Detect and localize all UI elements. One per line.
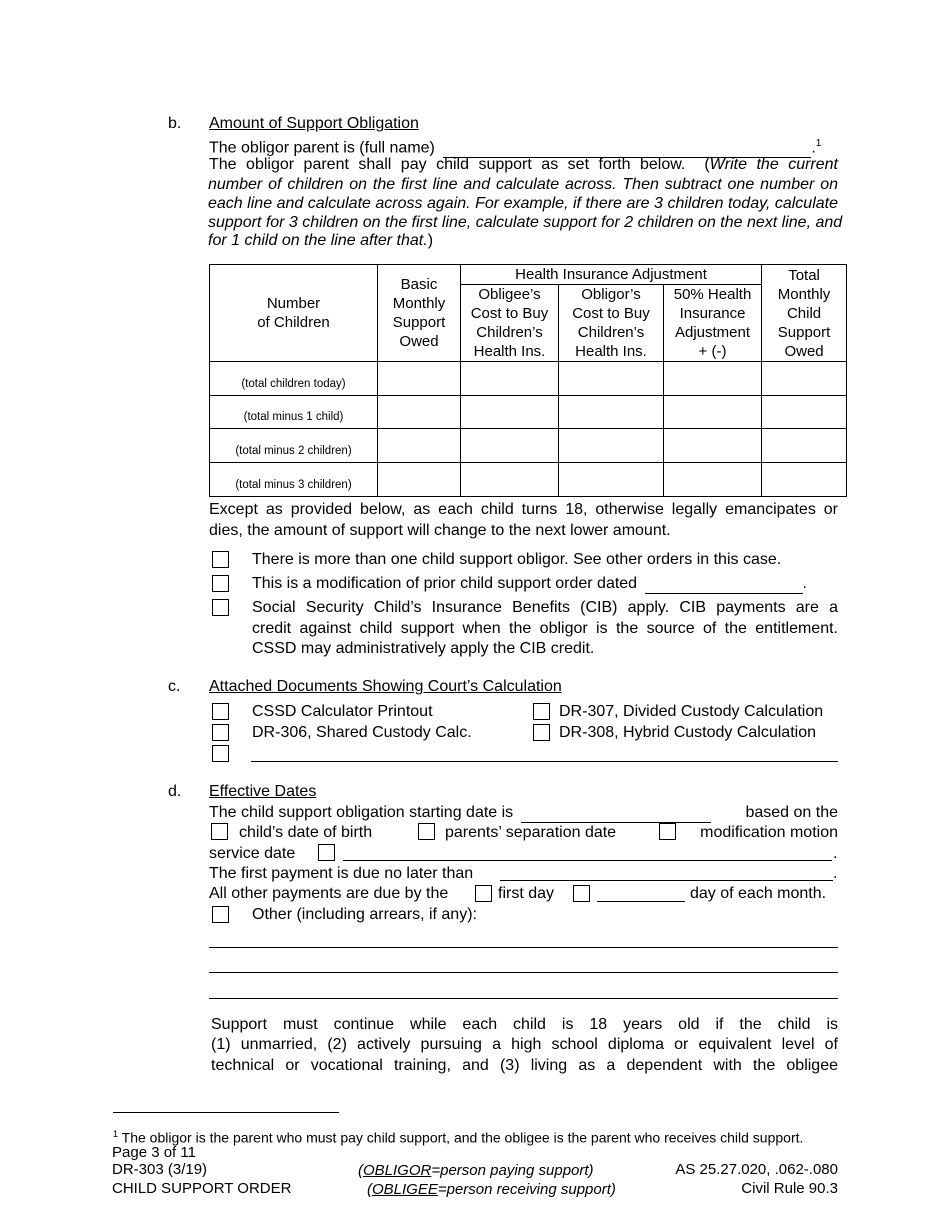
- other-arrears-checkbox[interactable]: [212, 906, 229, 923]
- row-label: (total minus 1 child): [210, 396, 378, 429]
- multiple-obligors-label: There is more than one child support obligor. See other orders in this case.: [252, 551, 782, 568]
- modification-row: This is a modification of prior child support order dated .: [252, 575, 807, 592]
- header-total-support: Total Monthly Child Support Owed: [762, 265, 847, 362]
- other-arrears-line-3[interactable]: [209, 998, 838, 999]
- support-line-2: (1) unmarried, (2) actively pursuing a high school diploma or equivalent level of: [211, 1036, 838, 1053]
- cell-adjustment[interactable]: [664, 396, 762, 429]
- form-number: DR-303 (3/19): [112, 1161, 208, 1178]
- service-date-field[interactable]: [343, 860, 832, 861]
- footnote-text: The obligor is the parent who must pay child support, and the obligee is the parent who receives child support.: [121, 1129, 804, 1146]
- modification-motion-checkbox[interactable]: [659, 823, 676, 840]
- section-c-letter: c.: [168, 678, 181, 695]
- footnote: [113, 1125, 803, 1148]
- cell-adjustment[interactable]: [664, 429, 762, 463]
- pay-statement: The obligor parent shall pay child support as set forth below.: [209, 156, 686, 173]
- specific-day-field[interactable]: [597, 901, 685, 902]
- separation-date-label: parents’ separation date: [445, 824, 617, 841]
- specific-day-checkbox[interactable]: [573, 885, 590, 902]
- instructions-line-1: number of children on the first line and calculate across. Then subtract one number on: [208, 176, 838, 193]
- other-arrears-line-2[interactable]: [209, 972, 838, 973]
- table-row: [210, 396, 847, 429]
- support-line-3: technical or vocational training, and (3) living as a dependent with the obligee: [211, 1057, 838, 1074]
- header-50-adjustment: 50% Health Insurance Adjustment + (-): [664, 285, 762, 362]
- statute-reference: AS 25.27.020, .062-.080: [675, 1161, 838, 1178]
- table-row: [210, 463, 847, 497]
- civil-rule: Civil Rule 90.3: [741, 1180, 838, 1197]
- cell-obligor[interactable]: [559, 362, 664, 396]
- row-label: (total minus 2 children): [210, 429, 378, 463]
- row-label: (total minus 3 children): [210, 463, 378, 497]
- other-arrears-line-1[interactable]: [209, 947, 838, 948]
- pay-statement-line: The obligor parent shall pay child support as set forth below. (Write the current: [209, 156, 838, 173]
- modification-label: This is a modification of prior child support order dated: [252, 575, 638, 592]
- obligor-name-label: The obligor parent is (full name): [209, 139, 435, 157]
- section-d-letter: d.: [168, 783, 182, 800]
- dr306-checkbox[interactable]: [212, 724, 229, 741]
- modification-checkbox[interactable]: [212, 575, 229, 592]
- header-health-insurance-group: Health Insurance Adjustment: [461, 265, 762, 285]
- section-c-heading: Attached Documents Showing Court’s Calculation: [209, 678, 562, 695]
- other-document-checkbox[interactable]: [212, 745, 229, 762]
- except-line-2: dies, the amount of support will change to the next lower amount.: [209, 522, 671, 539]
- birth-date-checkbox[interactable]: [211, 823, 228, 840]
- dr306-label: DR-306, Shared Custody Calc.: [252, 724, 472, 741]
- header-number-of-children: Number of Children: [210, 265, 378, 362]
- document-page: b. Amount of Support Obligation The obligor parent is (full name) .$^1$ The obligor parent shall pay child support as set forth below. (Write the current number of children on the first line and calculate across. Then subtract one number on each line and calculate across again. For example, if there are 3 children today, calculate support for 3 children on the first line, calculate support for 2 children on the next line, and for 1 child on the line after that.) Number of Children Basic Monthly Support Owed Health Insurance Adjustment Total Monthly Child Support Owed Obligee’s Cost to Buy Children’s Health Ins. Obligor’s Cost to Buy Children’s Health Ins. 50% Health Insurance Adjustment + (-) (total children today) (total minus 1 child) (total minus 2 children) (total minus 3 children) Except as provided below, as each child turns 18, otherwise legally emancipates or dies, the amount of support will change to the next lower amount. There is more than one child support obligor. See other orders in this case. This is a modification of prior child support order dated . Social Security Child’s Insurance Benefits (CIB) apply. CIB payments are a credit against child support when the obligor is the source of the entitlement. CSSD may administratively apply the CIB credit. c. Attached Documents Showing Court’s Calculation CSSD Calculator Printout DR-307, Divided Custody Calculation DR-306, Shared Custody Calc. DR-308, Hybrid Custody Calculation d. Effective Dates The child support obligation starting date is based on the child’s date of birth parents’ separation date modification motion service date . The first payment is due no later than . All other payments are due by the first day day of each month. Other (including arrears, if any): Support must continue while each child is 18 years old if the child is (1) unmarried, (2) actively pursuing a high school diploma or equivalent level of technical or vocational training, and (3) living as a dependent with the obligee $^1$ The obligor is the parent who must pay child support, and the obligee is the parent who receives child support. Page 3 of 11 DR-303 (3/19) CHILD SUPPORT ORDER (OBLIGOR=person paying support) (OBLIGEE=person receiving support) AS 25.27.020, .062-.080 Civil Rule 90.3: [0, 0, 950, 1230]
- birth-date-label: child’s date of birth: [239, 824, 373, 841]
- start-date-field[interactable]: [521, 806, 711, 823]
- instructions-first: Write the current: [709, 156, 838, 173]
- header-obligee-cost: Obligee’s Cost to Buy Children’s Health Ins.: [461, 285, 559, 362]
- cell-basic[interactable]: [378, 463, 461, 497]
- dr308-checkbox[interactable]: [533, 724, 550, 741]
- cell-obligor[interactable]: [559, 429, 664, 463]
- cell-basic[interactable]: [378, 429, 461, 463]
- support-line-1: Support must continue while each child is 18 years old if the child is: [211, 1016, 838, 1033]
- cell-basic[interactable]: [378, 362, 461, 396]
- obligor-name-row: The obligor parent is (full name) .$^1$: [209, 138, 822, 157]
- other-document-field[interactable]: [251, 761, 838, 762]
- other-arrears-label: Other (including arrears, if any):: [252, 906, 477, 923]
- modification-date-field[interactable]: [645, 577, 803, 594]
- instructions-line-3: support for 3 children on the first line, calculate support for 2 children on the next line, and: [208, 214, 843, 231]
- modification-motion-label: modification motion: [700, 824, 838, 841]
- cib-line-1: Social Security Child’s Insurance Benefits (CIB) apply. CIB payments are a: [252, 599, 838, 616]
- section-d-heading: Effective Dates: [209, 783, 317, 800]
- dr308-label: DR-308, Hybrid Custody Calculation: [559, 724, 816, 741]
- cell-obligee[interactable]: [461, 362, 559, 396]
- row-label: (total children today): [210, 362, 378, 396]
- instructions-line-4: for 1 child on the line after that.): [208, 232, 434, 249]
- cell-total[interactable]: [762, 463, 847, 497]
- first-payment-field[interactable]: [500, 880, 833, 881]
- table-row: [210, 362, 847, 396]
- footnote-ref: 1: [815, 138, 822, 149]
- form-title: CHILD SUPPORT ORDER: [112, 1180, 292, 1197]
- cssd-printout-checkbox[interactable]: [212, 703, 229, 720]
- obligor-definition: (OBLIGOR=person paying support): [358, 1162, 594, 1179]
- footnote-mark: 1: [113, 1129, 119, 1139]
- first-day-label: first day: [498, 885, 555, 902]
- cell-obligor[interactable]: [559, 396, 664, 429]
- separation-date-checkbox[interactable]: [418, 823, 435, 840]
- first-day-checkbox[interactable]: [475, 885, 492, 902]
- cell-total[interactable]: [762, 362, 847, 396]
- cell-obligee[interactable]: [461, 429, 559, 463]
- multiple-obligors-checkbox[interactable]: [212, 551, 229, 568]
- cell-obligee[interactable]: [461, 396, 559, 429]
- cssd-printout-label: CSSD Calculator Printout: [252, 703, 433, 720]
- cell-total[interactable]: [762, 396, 847, 429]
- cell-obligee[interactable]: [461, 463, 559, 497]
- dr307-checkbox[interactable]: [533, 703, 550, 720]
- cell-adjustment[interactable]: [664, 362, 762, 396]
- section-b-letter: b.: [168, 115, 182, 132]
- cib-checkbox[interactable]: [212, 599, 229, 616]
- footnote-separator: [113, 1112, 339, 1113]
- dr307-label: DR-307, Divided Custody Calculation: [559, 703, 824, 720]
- header-basic-support: Basic Monthly Support Owed: [378, 265, 461, 362]
- cell-obligor[interactable]: [559, 463, 664, 497]
- support-table: [209, 264, 847, 497]
- service-date-checkbox[interactable]: [318, 844, 335, 861]
- table-row: [210, 429, 847, 463]
- day-of-month-label: day of each month.: [690, 885, 827, 902]
- cell-adjustment[interactable]: [664, 463, 762, 497]
- obligee-definition: (OBLIGEE=person receiving support): [367, 1181, 616, 1198]
- section-b-heading: Amount of Support Obligation: [209, 115, 419, 132]
- cib-line-3: CSSD may administratively apply the CIB credit.: [252, 640, 595, 657]
- header-obligor-cost: Obligor’s Cost to Buy Children’s Health Ins.: [559, 285, 664, 362]
- cell-total[interactable]: [762, 429, 847, 463]
- page-number: Page 3 of 11: [112, 1144, 196, 1161]
- start-date-row: [209, 803, 711, 823]
- other-payments-label: All other payments are due by the: [209, 885, 449, 902]
- start-date-label: The child support obligation starting date is: [209, 804, 514, 821]
- instructions-line-2: each line and calculate across again. For example, if there are 3 children today, calculate: [208, 195, 838, 212]
- except-line-1: Except as provided below, as each child turns 18, otherwise legally emancipates or: [209, 501, 838, 518]
- cell-basic[interactable]: [378, 396, 461, 429]
- service-date-label: service date: [209, 845, 296, 862]
- first-payment-label: The first payment is due no later than: [209, 865, 474, 882]
- cib-line-2: credit against child support when the obligor is the source of the entitlement.: [252, 620, 838, 637]
- based-on-label: based on the: [745, 804, 838, 821]
